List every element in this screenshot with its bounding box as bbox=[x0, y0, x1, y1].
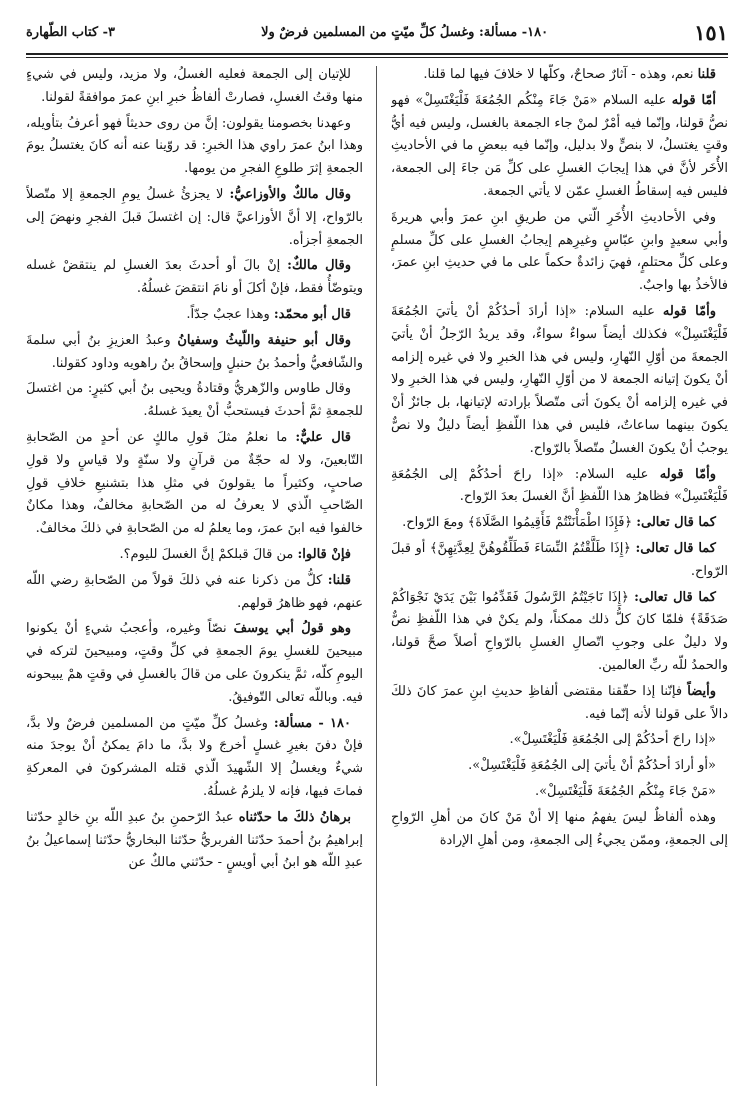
paragraph-text: «مَنْ جَاءَ مِنْكُم الجُمُعَةَ فَلْيَغْتَسِلْ». bbox=[534, 783, 716, 799]
paragraph bbox=[391, 512, 728, 535]
paragraph-lead: كما قال تعالى: bbox=[635, 540, 716, 556]
paragraph-lead: وأيضاً bbox=[687, 683, 716, 699]
paragraph-text: وغسلُ كلِّ ميّتٍ من المسلمين فرضٌ ولا بدَّ، فإنْ دفنَ بغيرِ غسلٍ أخرجَ ولا بدَّ، ما دامَ يمكنُ أنْ يوجدَ منه شيءٌ ويغسلُ إلا الشّهيدَ الّذي قتله المشركونَ في المعركةِ فماتَ فيها، فإنه لا يلزمُ غسلُهُ. bbox=[26, 715, 363, 799]
paragraph bbox=[26, 544, 363, 567]
paragraph-text: نعم، وهذه - آثارٌ صحاحٌ، وكلّها لا خلافَ فيها لما قلنا. bbox=[423, 67, 698, 82]
paragraph-text: من قالَ قبلكمْ إنَّ الغسلَ لليوم؟. bbox=[119, 546, 298, 562]
paragraph-text: ﴿إِذَا طَلَّقْتُمُ النِّسَاءَ فَطَلِّقُوهُنَّ لِعِدَّتِهِنَّ﴾ أو قبلَ الرّواح. bbox=[391, 540, 728, 579]
paragraph bbox=[26, 255, 363, 301]
paragraph-text: وقال طاوس والزّهريُّ وقتادةُ ويحيى بنُ أبي كثيرٍ: من اغتسلَ للجمعةِ ثمَّ أحدثَ فيستحبُّ أنْ يعيدَ غسلهُ. bbox=[26, 381, 363, 420]
page-header bbox=[26, 14, 728, 50]
paragraph bbox=[391, 207, 728, 298]
paragraph bbox=[391, 587, 728, 678]
paragraph-lead: وقال مالكٌ والأوزاعيُّ: bbox=[229, 186, 351, 202]
paragraph-text: عليه السلام: «إذا أرادَ أحدُكُمْ أنْ يأتيَ الجُمُعَةَ فَلْيَغْتَسِلْ» فكذلك أيضاً سواءٌ سواءٌ، وقد يريدُ الرّجلُ أنْ يأتيَ الجمعةَ من أوّلِ النّهارِ، وليس في هذا الخبرِ ولا في غيره إلزامه أنْ يكونَ إتيانه الجمعة لا من أوّلِ النّهارِ، وليس في هذا الخبرِ ولا في غيره إلزامه أنْ يكونَ أتى متّصلاً بإرادته لإتيانها، بل جائزٌ أنْ يكونَ بينهما ساعاتٌ، فليس في هذا اللّفظِ أيضاً دليلٌ ولا نصٌّ يوجبُ أنْ يكونَ الغسلُ متّصلاً بالرّواح. bbox=[391, 303, 728, 456]
paragraph bbox=[26, 618, 363, 709]
header-rule bbox=[26, 53, 728, 55]
paragraph-text: ﴿فَإِذَا اطْمَأْنَنْتُمْ فَأَقِيمُوا الصَّلَاةَ﴾ ومعَ الرّواح. bbox=[402, 515, 637, 531]
paragraph bbox=[391, 755, 728, 778]
paragraph-text: «أو أرادَ أحدُكُمْ أنْ يأتيَ إلى الجُمُعَةِ فَلْيَغْتَسِلْ». bbox=[468, 758, 716, 774]
book-title: ٣- كتاب الطّهارة bbox=[26, 24, 116, 40]
paragraph-text: وفي الأحاديثِ الأُخَرِ الّتي من طريقِ ابنِ عمرَ وأبي هريرةَ وأبي سعيدٍ وابنِ عبّاسٍ وغيرِهم إيجابُ الغسلِ على كلِّ مسلمٍ وعلى كلِّ محتلمٍ، فهيَ زائدةٌ حكماً على ما في حديثِ ابنِ عمرَ، فالأخذُ بها واجبٌ. bbox=[391, 209, 728, 294]
paragraph-lead: قال عليٌّ: bbox=[295, 429, 352, 445]
paragraph bbox=[391, 807, 728, 853]
paragraph-text: ما نعلمُ مثلَ قولِ مالكٍ عن أحدٍ من الصّحابةِ التّابعينَ، ولا له حجّةٌ من قرآنٍ ولا سنّةٍ ولا قياسٍ ولا قولِ صاحبٍ، وكثيراً ما يقولونَ في مثلِ هذا بتشنيعِ خلافِ قولِ الصّاحبِ الّذي لا يعرفُ له من الصّحابةِ مخالفٌ، وهذا مكانٌ خالفوا فيه ابنَ عمرَ، وما يعلمُ له من الصّحابةِ في ذلكَ مخالفٌ. bbox=[26, 429, 363, 537]
paragraph-lead: قلنا bbox=[697, 67, 716, 82]
paragraph-lead: قال أبو محمّد: bbox=[273, 306, 351, 322]
paragraph-lead: وأمّا قوله bbox=[662, 303, 716, 319]
paragraph bbox=[391, 781, 728, 804]
paragraph-lead: أمّا قوله bbox=[671, 92, 716, 108]
paragraph bbox=[26, 427, 363, 541]
paragraph bbox=[26, 113, 363, 181]
paragraph-lead: قلنا: bbox=[327, 572, 351, 588]
paragraph-text: ﴿إِذَا نَاجَيْتُمُ الرَّسُولَ فَقَدِّمُوا بَيْنَ يَدَيْ نَجْوَاكُمْ صَدَقَةً﴾ فلمّا كانَ كلُّ ذلك ممكناً، ولم يكنْ في هذا اللّفظِ نصٌّ ولا دليلٌ على وجوبِ اتّصالِ الغسلِ بالرّواحِ أصلاً صحَّ قولنا، والحمدُ للّه ربِّ العالمين. bbox=[391, 589, 728, 673]
paragraph bbox=[26, 378, 363, 424]
paragraph-lead: وهو قولُ أبي يوسفَ bbox=[233, 621, 351, 637]
paragraph bbox=[26, 807, 363, 875]
paragraph-text: نصّاً وغيره، وأعجبُ شيءٍ أنْ يكونوا مبيحينَ للغسلِ يومَ الجمعةِ في كلِّ وقتٍ، ومبيحينَ لتركه في اليومِ كلّه، ثمَّ ينكرونَ على من قالَ بالغسلِ في وقتٍ همْ يبيحونه فيه. وباللّه تعالى التّوفيقُ. bbox=[26, 621, 363, 705]
paragraph bbox=[26, 713, 363, 804]
page-number: ١٥١ bbox=[694, 19, 728, 45]
left-column bbox=[26, 64, 363, 1094]
paragraph-lead: ١٨٠ - مسألة: bbox=[273, 715, 351, 731]
paragraph-lead: كما قال تعالى: bbox=[634, 589, 716, 605]
paragraph-text: لا يجزئُ غسلُ يومِ الجمعةِ إلا متّصلاً بالرّواح، إلا أنَّ الأوزاعيَّ قال: إن اغتسلَ قبلَ الفجرِ ونهضَ إلى الجمعةِ أجزأه. bbox=[26, 186, 363, 248]
paragraph bbox=[391, 681, 728, 727]
paragraph-text: كلُّ من ذكرنا عنه في ذلكَ قولاً من الصّحابةِ رضي اللّه عنهم، فهو ظاهرُ قولهم. bbox=[26, 572, 363, 611]
paragraph bbox=[26, 570, 363, 616]
paragraph bbox=[391, 464, 728, 510]
paragraph-lead: برهانُ ذلكَ ما حدّثناه bbox=[238, 809, 351, 825]
right-column bbox=[391, 64, 728, 1094]
paragraph bbox=[391, 90, 728, 204]
paragraph-lead: كما قال تعالى: bbox=[636, 515, 716, 531]
paragraph-text: وعبدُ العزيزِ بنُ أبي سلمةَ والشّافعيُّ وأحمدُ بنُ حنبلٍ وإسحاقُ بنُ راهويه وداود كقولنا. bbox=[26, 332, 363, 371]
paragraph bbox=[391, 538, 728, 584]
paragraph-lead: وقال أبو حنيفة واللّيثُ وسفيانُ bbox=[177, 332, 351, 348]
paragraph-text: للإتيان إلى الجمعة فعليه الغسلُ، ولا مزيد، وليس في شيءٍ منها وقتُ الغسلِ، فصارتْ ألفاظُ خبرِ ابنِ عمرَ موافقةً لقولنا. bbox=[26, 67, 363, 105]
paragraph-text: إنْ بالَ أو أحدثَ بعدَ الغسلِ لم ينتقضْ غسله ويتوضّأُ فقط، فإنْ أكلَ أو نامَ انتقضَ غسلُهُ. bbox=[26, 258, 363, 297]
header-rule-thin bbox=[26, 57, 728, 58]
paragraph-text: وهذا عجبٌ جدّاً. bbox=[186, 306, 274, 322]
book-page bbox=[26, 14, 728, 1096]
paragraph bbox=[26, 304, 363, 327]
paragraph-text: عليه السلام «مَنْ جَاءَ مِنْكُم الجُمُعَةَ فَلْيَغْتَسِلْ» فهو نصُّ قولنا، وإنّما فيه أمْرٌ لمنْ جاء الجمعة بالغسل، وليس فيه أيُّ وقتٍ يغتسلُ، لا بنصٍّ ولا بدليل، وإنّما فيه ببعضِ ما في الأحاديثِ الأُخَر لأنَّ في هذا إيجابَ الغسلِ على كلِّ مَن جاءَ إلى الجمعة، فليس فيه إسقاطُ الغسلِ عمّن لا يأتي الجمعة. bbox=[391, 92, 728, 199]
paragraph bbox=[26, 184, 363, 252]
paragraph bbox=[391, 301, 728, 461]
paragraph-text: عبدُ الرّحمنِ بنُ عبدِ اللّه بنِ خالدٍ حدّثنا إبراهيمُ بنُ أحمدَ حدّثنا الفربريُّ حدّثنا البخاريُّ حدّثنا إسماعيلُ بنُ عبدِ اللّه هو ابنُ أبي أويسٍ - حدّثني مالكٌ عن bbox=[26, 809, 363, 871]
paragraph-text: «إذا راحَ أحدُكُمْ إلى الجُمُعَةِ فَلْيَغْتَسِلْ». bbox=[509, 732, 716, 748]
paragraph-text: وهذه ألفاظٌ ليسَ يفهمُ منها إلا أنْ مَنْ كانَ من أهلِ الرّواحِ إلى الجمعةِ، وممّن يجيءُ إلى الجمعةِ، ومن أهلِ الإرادة bbox=[391, 809, 728, 848]
paragraph-lead: وأمّا قوله bbox=[659, 466, 716, 482]
paragraph-text: عليه السلام: «إذا راحَ أحدُكُمْ إلى الجُمُعَةِ فَلْيَغْتَسِلْ» فظاهرُ هذا اللّفظِ أنَّ الغسلَ بعدَ الرّواح. bbox=[391, 466, 728, 505]
column-divider bbox=[376, 66, 377, 1086]
paragraph bbox=[26, 330, 363, 376]
paragraph bbox=[391, 729, 728, 752]
paragraph bbox=[26, 64, 363, 110]
paragraph-lead: فإنْ قالوا: bbox=[297, 546, 351, 562]
paragraph-lead: وقال مالكٌ: bbox=[287, 258, 351, 274]
paragraph-text: فإنّنا إذا حقّقنا مقتضى ألفاظِ حديثِ ابنِ عمرَ كانَ ذلكَ دالاً على قولنا لأنه إنّما فيه. bbox=[391, 683, 728, 722]
paragraph bbox=[391, 64, 728, 87]
paragraph-text: وعهدنا بخصومنا يقولون: إنَّ من روى حديثاً فهو أعرفُ بتأويله، وهذا ابنُ عمرَ راوي هذا الخبرِ: قد روّينا عنه أنه كانَ يغتسلُ يومَ الجمعةِ إثرَ طلوعِ الفجرِ من يومها. bbox=[26, 115, 363, 177]
running-title: ١٨٠- مسألة: وغسلُ كلِّ ميّتٍ من المسلمين فرضٌ ولا bbox=[261, 24, 549, 40]
